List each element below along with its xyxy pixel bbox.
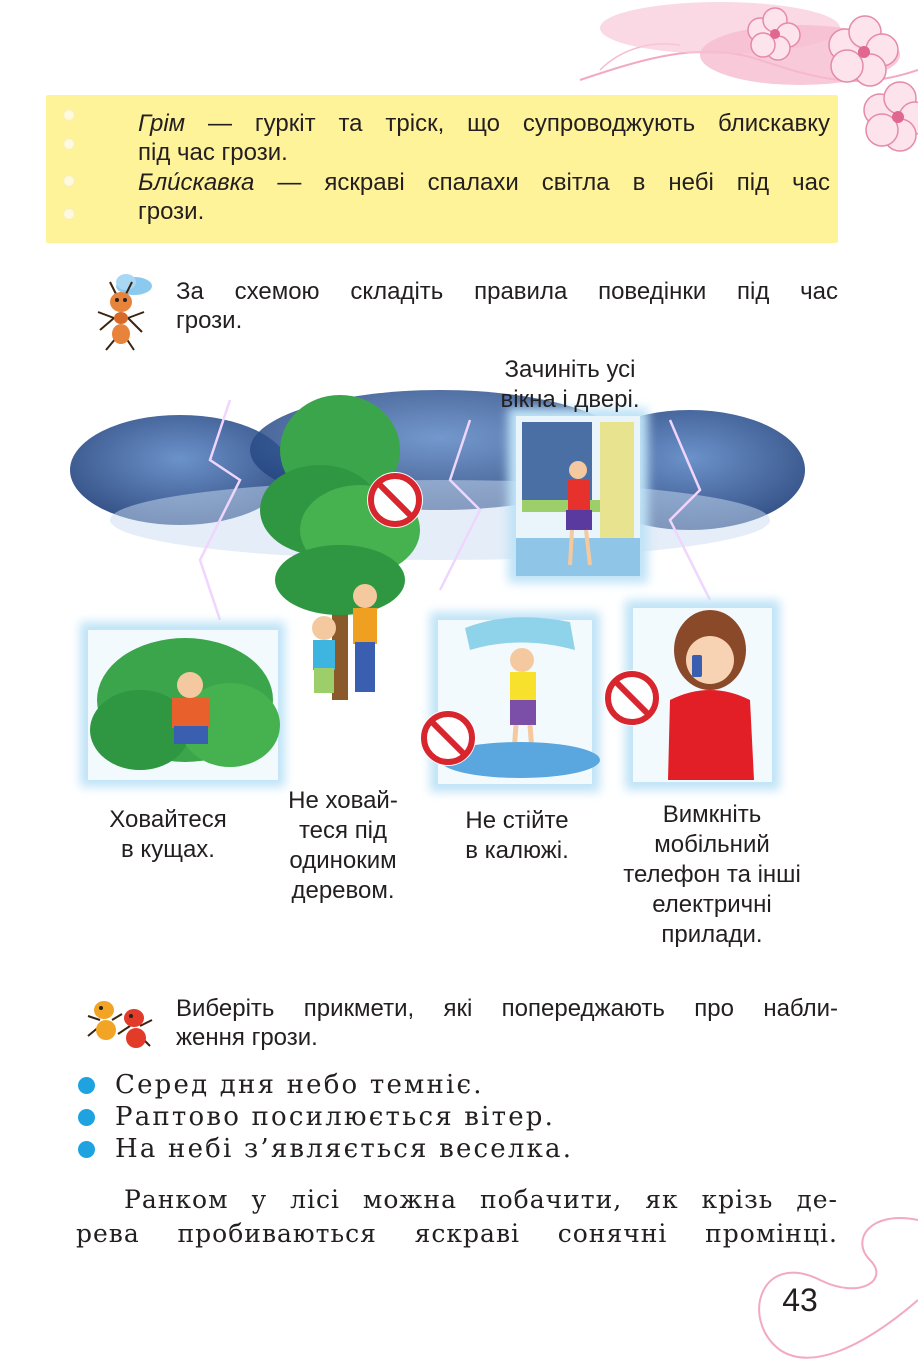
hiding-in-bushes-picture: [88, 630, 280, 780]
no-sign-icon: [420, 710, 476, 766]
task-instruction-2: [176, 994, 838, 1052]
caption-hide-in-bushes: Ховайтеся в кущах.: [109, 806, 227, 863]
definition-box: [46, 95, 838, 243]
closing-window-picture: [516, 416, 640, 576]
two-ants-icon: [82, 990, 154, 1054]
sign-option-row[interactable]: [78, 1069, 638, 1103]
page-number: 43: [782, 1282, 818, 1318]
task-instruction-1: [176, 277, 838, 335]
caption-close-windows: Зачиніть усі вікна і двері.: [500, 356, 640, 413]
bullet-dot: [78, 1141, 95, 1158]
term-thunder: Грім: [138, 110, 186, 137]
definition-thunder: [138, 109, 830, 138]
sign-option-text: Серед дня небо темніє.: [115, 1070, 484, 1100]
binder-hole: [63, 138, 75, 150]
definition-thunder-cont: під час грози.: [138, 139, 288, 166]
caption-not-under-tree: Не ховай- теся під одиноким деревом.: [288, 787, 398, 904]
task-1-line-2: грози.: [176, 307, 243, 334]
task-2-line-1: Виберіть прикмети, які попереджають про набли-: [176, 995, 838, 1022]
definition-lightning: [138, 168, 830, 197]
paragraph-line-1: Ранком у лісі можна побачити, як крізь де-: [124, 1185, 838, 1214]
no-sign-icon: [367, 472, 423, 528]
definition-thunder-text: — гуркіт та тріск, що супроводжують блискавку: [185, 110, 830, 137]
caption-not-in-puddle: Не стійте в калюжі.: [465, 807, 569, 864]
caption-turn-off-phone: Вимкніть мобільний телефон та інші електричні прилади.: [623, 801, 801, 948]
binder-hole: [63, 208, 75, 220]
ant-with-cloud-icon: [88, 272, 154, 352]
definition-lightning-cont: грози.: [138, 198, 205, 225]
sign-option-row[interactable]: [78, 1101, 638, 1135]
definition-lightning-text: — яскраві спалахи світла в небі під час: [254, 169, 830, 196]
binder-hole: [63, 175, 75, 187]
thunderstorm-safety-illustration: [70, 360, 810, 820]
paragraph-line-2: рева пробиваються яскраві сонячні промінці.: [76, 1219, 838, 1248]
task-1-line-1: За схемою складіть правила поведінки під час: [176, 278, 838, 305]
no-sign-icon: [604, 670, 660, 726]
sign-option-text: Раптово посилюється вітер.: [115, 1102, 556, 1132]
task-2-line-2: ження грози.: [176, 1024, 318, 1051]
bullet-dot: [78, 1077, 95, 1094]
corner-swirl-decoration: [700, 1200, 918, 1360]
sign-option-text: На небі з’являється веселка.: [115, 1134, 574, 1164]
term-lightning: Бли́скавка: [138, 169, 255, 196]
bullet-dot: [78, 1109, 95, 1126]
sign-option-row[interactable]: [78, 1133, 638, 1167]
binder-hole: [63, 109, 75, 121]
